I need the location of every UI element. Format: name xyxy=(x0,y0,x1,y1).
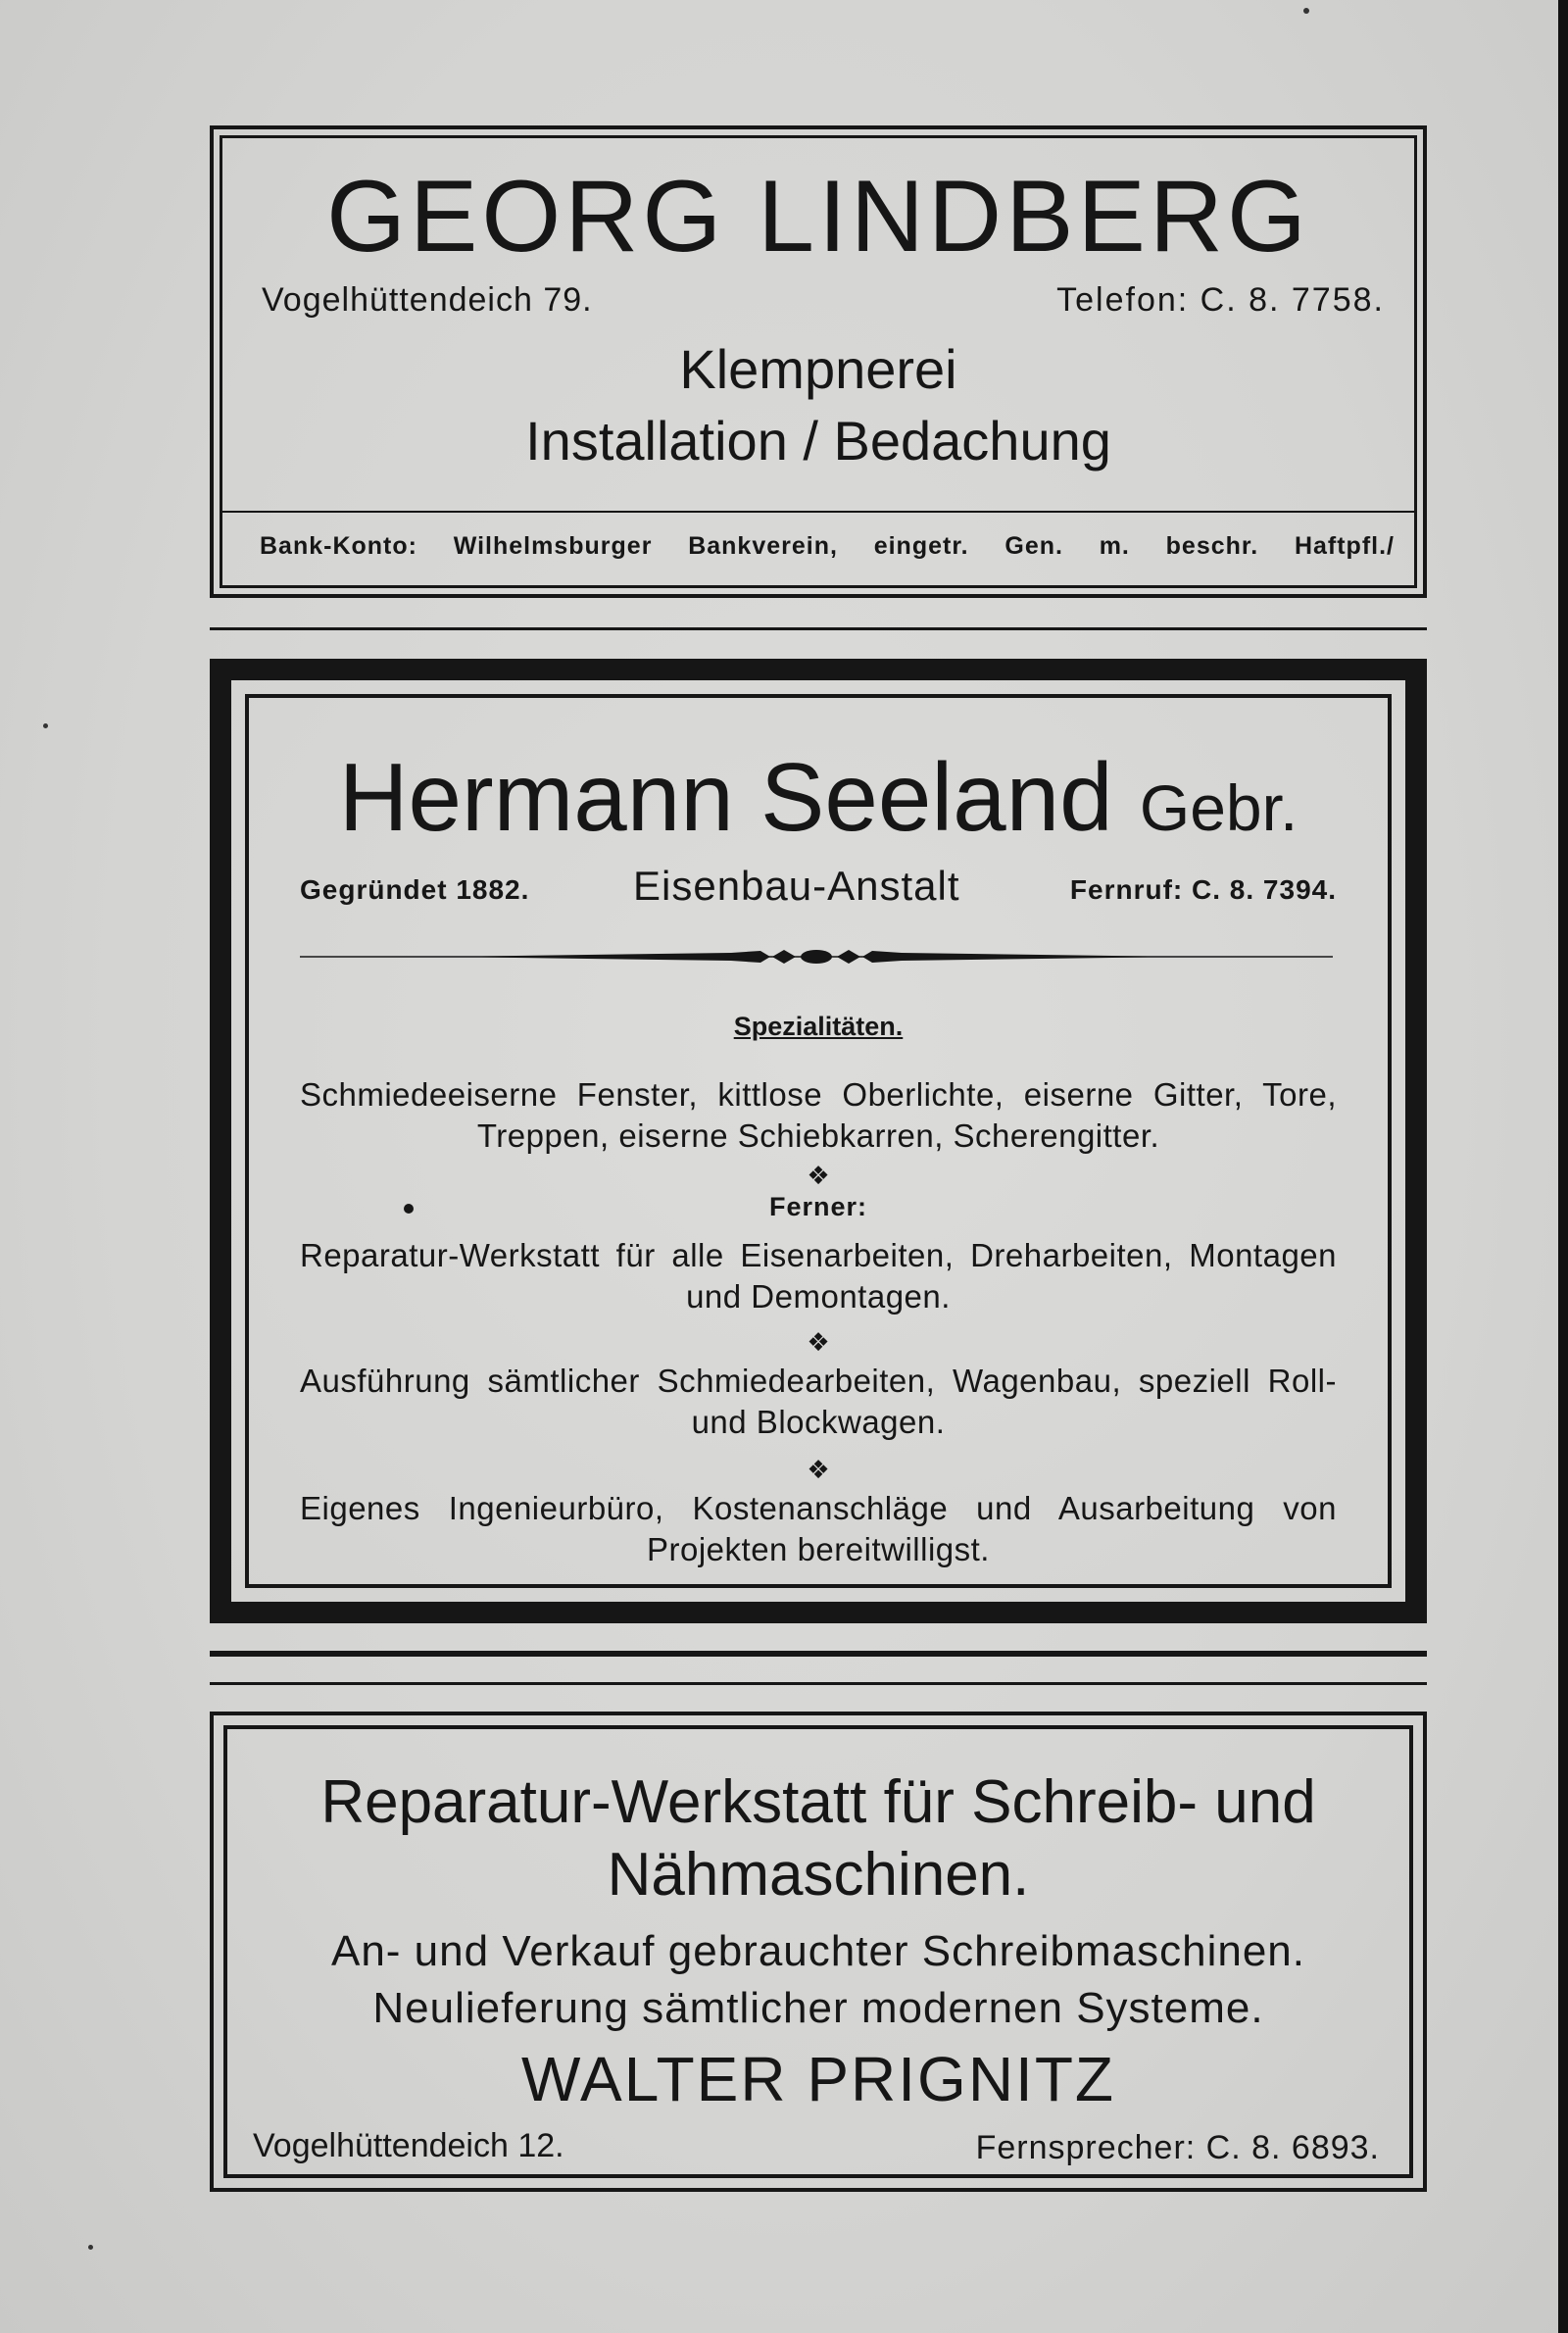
seeland-ferner-heading: Ferner: xyxy=(768,1192,868,1221)
seeland-specialties-heading: Spezialitäten. xyxy=(733,1012,904,1041)
prignitz-subtitle xyxy=(227,1923,1409,2037)
lindberg-phone: Telefon: C. 8. 7758. xyxy=(1056,281,1385,319)
print-speck xyxy=(1303,8,1309,14)
seeland-repair: Reparatur-Werkstatt für alle Eisenarbeiten, Dreharbeiten, Montagen und Demontagen. xyxy=(300,1237,1337,1315)
lindberg-trade xyxy=(222,334,1414,477)
seeland-founded: Gegründet 1882. xyxy=(300,874,530,905)
ornament-divider xyxy=(300,947,1333,967)
prignitz-title-line1: Reparatur-Werkstatt für Schreib- und xyxy=(320,1768,1316,1836)
separator-line xyxy=(210,627,1427,630)
separator-line xyxy=(210,1682,1427,1685)
seeland-ad-inner xyxy=(231,680,1405,1602)
lindberg-ad xyxy=(220,135,1417,588)
diamond-separator-icon: ❖ xyxy=(807,1455,830,1484)
diamond-separator-icon: ❖ xyxy=(807,1161,830,1190)
prignitz-sub-line1: An- und Verkauf gebrauchter Schreibmaschinen. xyxy=(330,1927,1305,1975)
lindberg-address: Vogelhüttendeich 79. xyxy=(262,281,593,319)
seeland-name: Hermann Seeland xyxy=(338,743,1113,851)
prignitz-title xyxy=(227,1766,1409,1911)
lindberg-trade-line1: Klempnerei xyxy=(679,338,957,400)
seeland-business: Eisenbau-Anstalt xyxy=(633,863,960,909)
separator-line xyxy=(210,1651,1427,1657)
prignitz-address: Vogelhüttendeich 12. xyxy=(253,2127,564,2164)
seeland-info-row xyxy=(300,863,1337,909)
prignitz-title-line2: Nähmaschinen. xyxy=(607,1841,1030,1909)
page-edge xyxy=(1558,0,1568,2333)
prignitz-ad xyxy=(210,1712,1427,2192)
lindberg-name: GEORG LINDBERG xyxy=(326,160,1310,273)
seeland-engineering: Eigenes Ingenieurbüro, Kostenanschläge und Ausarbeitung von Projekten bereitwilligst. xyxy=(300,1490,1337,1567)
print-speck xyxy=(43,723,48,728)
seeland-name-suffix: Gebr. xyxy=(1139,771,1298,844)
lindberg-bank-account: Bank-Konto: Wilhelmsburger Bankverein, eingetr. Gen. m. beschr. Haftpfl./ xyxy=(260,532,1395,560)
seeland-ad xyxy=(210,659,1427,1623)
lindberg-divider xyxy=(222,511,1414,513)
prignitz-ad-frame xyxy=(223,1725,1413,2178)
seeland-specialties: Schmiedeeiserne Fenster, kittlose Oberlichte, eiserne Gitter, Tore, Treppen, eiserne Schiebkarren, Scherengitter. xyxy=(300,1076,1337,1154)
prignitz-sub-line2: Neulieferung sämtlicher modernen Systeme. xyxy=(372,1984,1264,2032)
print-speck xyxy=(88,2245,93,2250)
diamond-separator-icon: ❖ xyxy=(807,1327,830,1357)
seeland-forging: Ausführung sämtlicher Schmiedearbeiten, Wagenbau, speziell Roll- und Blockwagen. xyxy=(300,1363,1337,1440)
lindberg-trade-line2: Installation / Bedachung xyxy=(525,409,1111,472)
prignitz-phone: Fernsprecher: C. 8. 6893. xyxy=(975,2129,1380,2166)
prignitz-name: WALTER PRIGNITZ xyxy=(521,2044,1115,2114)
seeland-title xyxy=(231,743,1405,851)
seeland-phone: Fernruf: C. 8. 7394. xyxy=(1069,874,1337,905)
